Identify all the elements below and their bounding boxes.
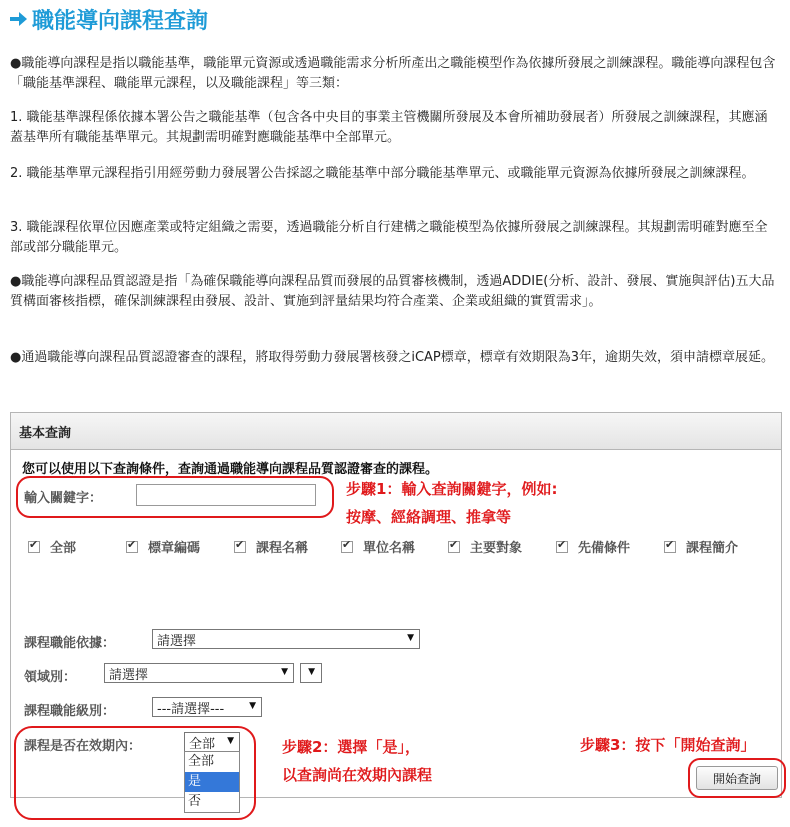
checkbox-org-name-label: 單位名稱 <box>363 541 416 556</box>
valid-option-yes[interactable]: 是 <box>185 772 239 792</box>
checkbox-prerequisites[interactable] <box>556 537 630 556</box>
checkbox-badge-code[interactable] <box>126 537 200 556</box>
domain-label: 領域別： <box>24 670 77 685</box>
checkbox-course-name-label: 課程名稱 <box>256 541 309 556</box>
step2-note-line1: 步驟2：選擇「是」， <box>282 738 420 756</box>
domain-select-value: 請選擇 <box>109 667 149 683</box>
level-select-value: ---請選擇--- <box>157 701 225 717</box>
course-type-2-paragraph: 2. 職能基準單元課程指引用經勞動力發展署公告採認之職能基準中部分職能基準單元、或職能單元資源為依據所發展之訓練課程。 <box>10 166 755 181</box>
domain-select[interactable] <box>104 663 294 683</box>
icap-paragraph: ●通過職能導向課程品質認證審查的課程，將取得勞動力發展署核發之iCAP標章，標章有效期限為3年，逾期失效，須申請標章展延。 <box>10 350 775 365</box>
checkbox-org-name-box[interactable] <box>341 541 353 553</box>
checkbox-course-intro-box[interactable] <box>664 541 676 553</box>
step2-note-line2: 以查詢尚在效期內課程 <box>282 766 433 784</box>
page-title <box>8 4 208 34</box>
checkbox-all[interactable] <box>28 537 76 556</box>
valid-option-all[interactable]: 全部 <box>188 754 215 769</box>
valid-label: 課程是否在效期內： <box>24 739 142 754</box>
checkbox-course-name-box[interactable] <box>234 541 246 553</box>
checkbox-prerequisites-box[interactable] <box>556 541 568 553</box>
checkbox-badge-code-label: 標章編碼 <box>148 541 201 556</box>
panel-header: 基本查詢 <box>11 413 781 450</box>
checkbox-all-box[interactable] <box>28 541 40 553</box>
chevron-down-icon: ▼ <box>227 736 234 746</box>
step3-note: 步驟3：按下「開始查詢」 <box>580 736 756 754</box>
checkbox-org-name[interactable] <box>341 537 415 556</box>
checkbox-badge-code-box[interactable] <box>126 541 138 553</box>
valid-option-no[interactable]: 否 <box>188 794 202 809</box>
arrow-right-icon <box>8 8 28 30</box>
chevron-down-icon: ▼ <box>249 701 256 711</box>
search-button[interactable]: 開始查詢 <box>696 766 778 790</box>
course-type-1-paragraph: 1. 職能基準課程係依據本署公告之職能基準（包含各中央目的事業主管機關所發展及本會所補助發展者）所發展之訓練課程，其應涵蓋基準所有職能基準單元。其規劃需明確對應職能基準中全部單元。 <box>10 110 768 145</box>
keyword-input[interactable] <box>136 484 316 506</box>
step1-note-line2: 按摩、經絡調理、推拿等 <box>346 508 512 526</box>
checkbox-course-intro[interactable] <box>664 537 738 556</box>
chevron-down-icon: ▼ <box>308 667 315 677</box>
checkbox-course-name[interactable] <box>234 537 308 556</box>
certification-paragraph: ●職能導向課程品質認證是指「為確保職能導向課程品質而發展的品質審核機制，透過ADDIE(分析、設計、發展、實施與評估)五大品質構面審核指標，確保訓練課程由發展、設計、實施到評量結果均符合產業、企業或組織的實質需求」。 <box>10 274 775 309</box>
domain-sub-select[interactable] <box>300 663 322 683</box>
checkbox-prerequisites-label: 先備條件 <box>578 541 631 556</box>
chevron-down-icon: ▼ <box>407 633 414 643</box>
checkbox-target-audience-label: 主要對象 <box>470 541 523 556</box>
keyword-label: 輸入關鍵字： <box>24 491 103 506</box>
course-type-3-paragraph: 3. 職能課程依單位因應產業或特定組織之需要，透過職能分析自行建構之職能模型為依據所發展之訓練課程。其規劃需明確對應至全部或部分職能單元。 <box>10 220 768 255</box>
checkbox-course-intro-label: 課程簡介 <box>686 541 739 556</box>
valid-dropdown-list <box>184 751 240 813</box>
basis-label: 課程職能依據： <box>24 636 116 651</box>
step1-note-line1: 步驟1：輸入查詢關鍵字，例如: <box>346 480 558 498</box>
page-title-text: 職能導向課程查詢 <box>32 8 209 34</box>
checkbox-all-label: 全部 <box>50 541 77 556</box>
search-intro: 您可以使用以下查詢條件，查詢通過職能導向課程品質認證審查的課程。 <box>22 462 439 477</box>
level-label: 課程職能級別： <box>24 704 116 719</box>
intro-paragraph: ●職能導向課程是指以職能基準，職能單元資源或透過職能需求分析所產出之職能模型作為依據所發展之訓練課程。職能導向課程包含「職能基準課程、職能單元課程，以及職能課程」等三類： <box>10 56 776 91</box>
valid-select[interactable] <box>184 732 240 752</box>
level-select[interactable] <box>152 697 262 717</box>
checkbox-target-audience[interactable] <box>448 537 522 556</box>
basis-select[interactable] <box>152 629 420 649</box>
basis-select-value: 請選擇 <box>157 633 197 649</box>
valid-select-value: 全部 <box>189 736 216 752</box>
chevron-down-icon: ▼ <box>281 667 288 677</box>
checkbox-target-audience-box[interactable] <box>448 541 460 553</box>
